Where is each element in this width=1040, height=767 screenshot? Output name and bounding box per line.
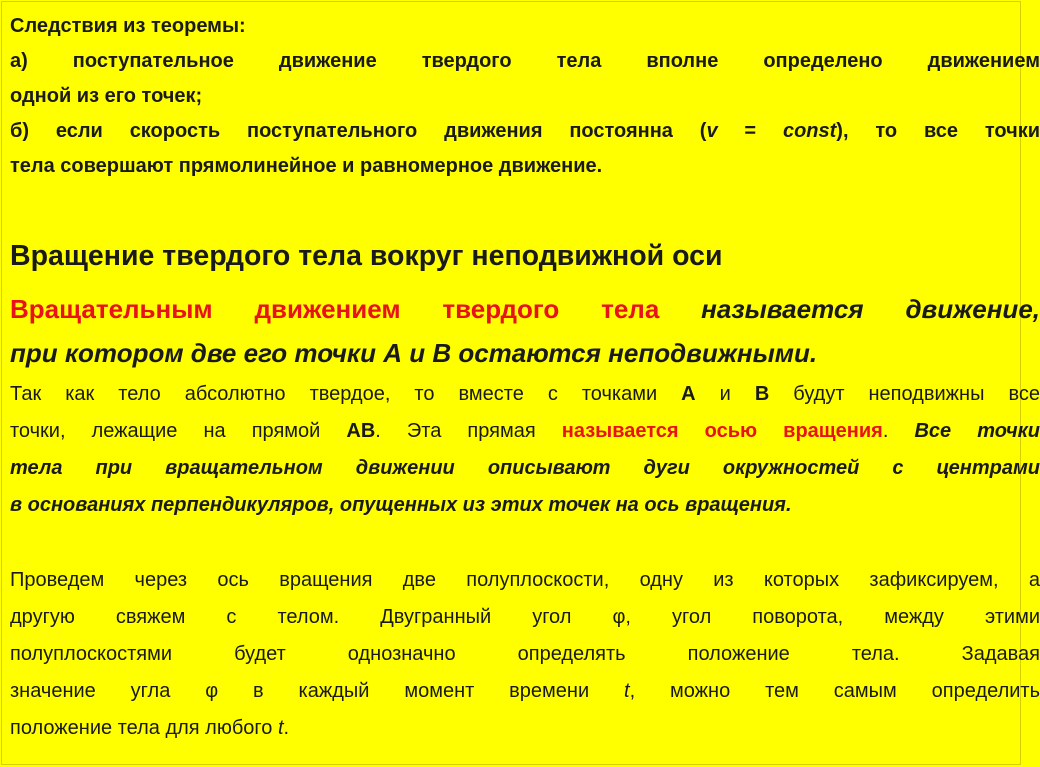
paragraph-axis-line-1	[10, 376, 1040, 413]
definition-block	[10, 287, 1040, 375]
consequence-b-text-post: ), то все точки	[836, 120, 1040, 142]
paragraph-axis-text: . Эта прямая	[375, 420, 562, 442]
paragraph-angle-line-2: другую свяжем с телом. Двугранный угол φ, угол поворота, между этими	[10, 606, 1040, 628]
consequences-title: Следствия из теоремы:	[10, 15, 246, 37]
paragraph-angle-line-4	[10, 673, 1040, 710]
paragraph-axis-text: .	[882, 420, 915, 442]
section-heading: Вращение твердого тела вокруг неподвижной оси	[10, 240, 723, 272]
point-b-label: В	[754, 383, 770, 405]
paragraph-axis-line-2	[10, 413, 1040, 450]
definition-rest: называется движение,	[659, 294, 1040, 324]
const-symbol: const	[782, 120, 837, 142]
definition-term: Вращательным движением твердого тела	[10, 294, 660, 324]
paragraph-angle-line-3: полуплоскостями будет однозначно определять положение тела. Задавая	[10, 643, 1040, 665]
paragraph-angle-text: значение угла φ в каждый момент времени	[10, 680, 625, 702]
paragraph-angle-text: , можно тем самым определить	[629, 680, 1040, 702]
consequence-b-line-1	[10, 114, 1040, 149]
paragraph-angle-text: положение тела для любого	[10, 717, 278, 739]
paragraph-axis-text: точки, лежащие на прямой	[10, 420, 347, 442]
paragraph-angle-line-1: Проведем через ось вращения две полуплоскости, одну из которых зафиксируем, а	[10, 569, 1040, 591]
paragraph-axis-text: Так как тело абсолютно твердое, то вместе с точками	[10, 383, 682, 405]
section-heading-block	[10, 236, 1040, 276]
time-symbol: t	[277, 717, 284, 739]
consequence-a-line-1: а) поступательное движение твердого тела вполне определено движением	[10, 50, 1040, 72]
paragraph-axis	[10, 376, 1040, 524]
definition-line-2: при котором две его точки А и В остаются неподвижными.	[10, 338, 818, 368]
paragraph-axis-text: будут неподвижны все	[769, 383, 1040, 405]
paragraph-angle-line-5	[10, 710, 1040, 747]
definition-line-1	[10, 287, 1040, 331]
line-ab-label: АВ	[346, 420, 376, 442]
time-symbol: t	[624, 680, 630, 702]
and-text: и	[695, 383, 755, 405]
paragraph-axis-emphasis: Все точки	[914, 420, 1040, 442]
point-a-label: А	[681, 383, 696, 405]
velocity-symbol: v	[706, 120, 718, 142]
paragraph-angle	[10, 562, 1040, 747]
paragraph-axis-line-4: в основаниях перпендикуляров, опущенных из этих точек на ось вращения.	[10, 494, 792, 516]
consequence-b-line-2: тела совершают прямолинейное и равномерное движение.	[10, 155, 603, 177]
axis-of-rotation-term: называется осью вращения	[561, 420, 883, 442]
consequence-a-line-2: одной из его точек;	[10, 85, 203, 107]
consequences-block	[10, 9, 1040, 184]
consequence-b-text-pre: б) если скорость поступательного движения постоянна (	[10, 120, 707, 142]
equals-sign: =	[717, 120, 783, 142]
paragraph-angle-text: .	[283, 717, 290, 739]
paragraph-axis-line-3: тела при вращательном движении описывают дуги окружностей с центрами	[10, 457, 1040, 479]
